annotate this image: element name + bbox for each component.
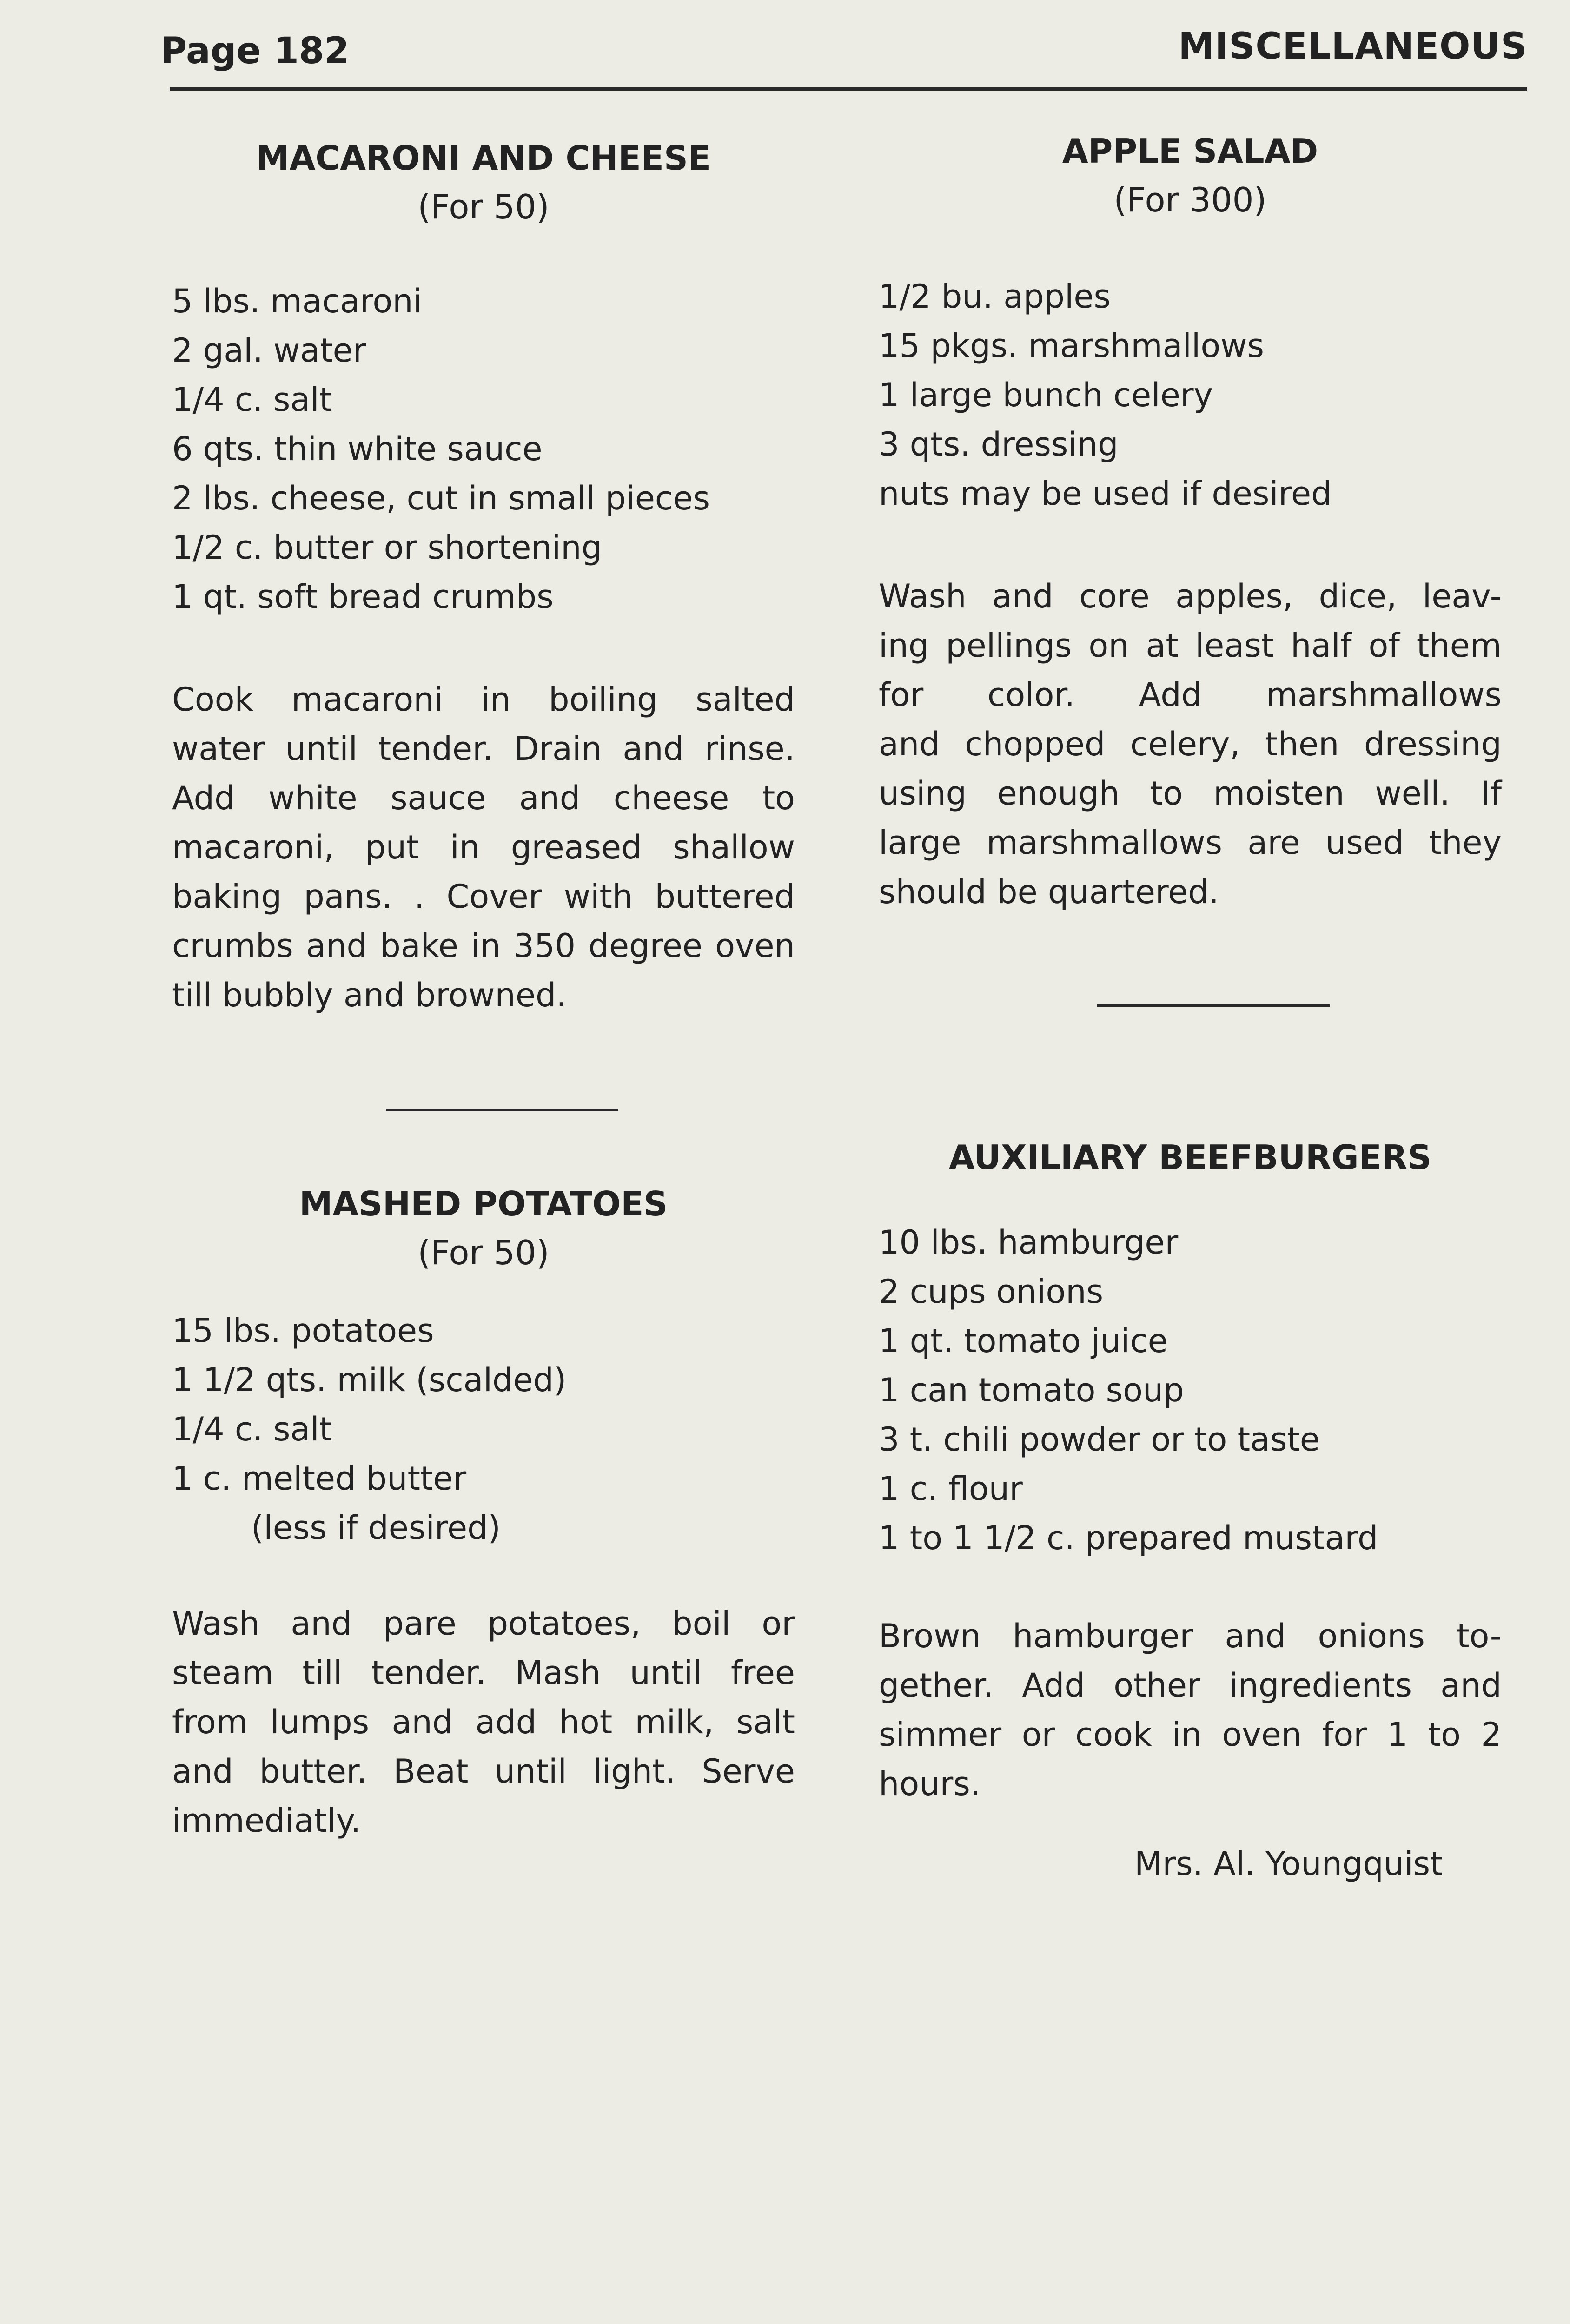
method-line: simmer or cook in oven for 1 to 2: [879, 1716, 1502, 1754]
recipe-divider: [1097, 1004, 1330, 1007]
ingredient: 15 lbs. potatoes: [172, 1312, 434, 1350]
method-line: macaroni, put in greased shallow: [172, 828, 795, 866]
ingredient-list: [172, 277, 795, 621]
recipe-title: MACARONI AND CHEESE: [256, 139, 711, 178]
page-number: Page 182: [160, 30, 350, 72]
method-line: baking pans. . Cover with buttered: [172, 878, 795, 916]
ingredient-list: [879, 1218, 1502, 1563]
method-line: immediatly.: [172, 1802, 361, 1840]
recipe-divider: [386, 1109, 618, 1111]
ingredient: 3 t. chili powder or to taste: [879, 1420, 1320, 1459]
ingredient: (less if desired): [251, 1509, 501, 1547]
ingredient: 1/2 bu. apples: [879, 277, 1111, 316]
ingredient-list: [172, 1306, 795, 1552]
recipe-apple-salad: [879, 128, 1502, 917]
method-line: Wash and core apples, dice, leav-: [879, 577, 1502, 615]
recipe-method: [879, 572, 1502, 917]
recipe-title: AUXILIARY BEEFBURGERS: [948, 1138, 1432, 1177]
header-rule: [170, 87, 1527, 91]
ingredient: 1/4 c. salt: [172, 1410, 332, 1448]
recipe-method: [879, 1611, 1502, 1809]
ingredient: 2 cups onions: [879, 1273, 1104, 1311]
method-line: ing pellings on at least half of them: [879, 627, 1502, 665]
ingredient: 1/4 c. salt: [172, 381, 332, 419]
recipe-auxiliary-beefburgers: [879, 1134, 1502, 1809]
method-line: Brown hamburger and onions to-: [879, 1617, 1502, 1655]
method-line: from lumps and add hot milk, salt: [172, 1703, 795, 1741]
method-line: using enough to moisten well. If: [879, 774, 1502, 812]
method-line: large marshmallows are used they: [879, 824, 1502, 862]
recipe-author: Mrs. Al. Youngquist: [1134, 1845, 1443, 1883]
ingredient: 1 1/2 qts. milk (scalded): [172, 1361, 567, 1399]
method-line: Cook macaroni in boiling salted: [172, 680, 795, 719]
recipe-mashed-potatoes: [172, 1181, 795, 1845]
ingredient: 10 lbs. hamburger: [879, 1223, 1179, 1261]
method-line: gether. Add other ingredients and: [879, 1666, 1502, 1704]
ingredient: 1/2 c. butter or shortening: [172, 528, 603, 567]
method-line: Wash and pare potatoes, boil or: [172, 1604, 795, 1643]
recipe-method: [172, 1599, 795, 1845]
ingredient: 1 can tomato soup: [879, 1371, 1184, 1409]
recipe-title: APPLE SALAD: [1062, 132, 1318, 171]
ingredient-list: [879, 272, 1502, 518]
method-line: hours.: [879, 1765, 981, 1803]
ingredient: 1 c. melted butter: [172, 1459, 467, 1498]
method-line: for color. Add marshmallows: [879, 676, 1502, 714]
section-title: MISCELLANEOUS: [1178, 26, 1527, 67]
method-line: should be quartered.: [879, 873, 1219, 911]
method-line: steam till tender. Mash until free: [172, 1654, 795, 1692]
method-line: Add white sauce and cheese to: [172, 779, 795, 817]
ingredient: 1 qt. soft bread crumbs: [172, 578, 554, 616]
ingredient: 2 lbs. cheese, cut in small pieces: [172, 479, 710, 517]
recipe-macaroni-and-cheese: [172, 135, 795, 1020]
ingredient: 1 c. flour: [879, 1470, 1023, 1508]
recipe-serves: (For 300): [1113, 180, 1267, 219]
method-line: and butter. Beat until light. Serve: [172, 1752, 795, 1790]
ingredient: 5 lbs. macaroni: [172, 282, 422, 320]
ingredient: 6 qts. thin white sauce: [172, 430, 543, 468]
ingredient: 2 gal. water: [172, 331, 366, 370]
recipe-serves: (For 50): [417, 187, 550, 226]
method-line: crumbs and bake in 350 degree oven: [172, 927, 795, 965]
method-line: till bubbly and browned.: [172, 976, 567, 1014]
ingredient: 15 pkgs. marshmallows: [879, 327, 1264, 365]
running-head: [160, 26, 1527, 95]
recipe-title: MASHED POTATOES: [299, 1184, 668, 1223]
method-line: water until tender. Drain and rinse.: [172, 730, 795, 768]
ingredient: 1 qt. tomato juice: [879, 1322, 1168, 1360]
ingredient: 1 large bunch celery: [879, 376, 1213, 414]
recipe-serves: (For 50): [417, 1233, 550, 1272]
ingredient: nuts may be used if desired: [879, 475, 1332, 513]
method-line: and chopped celery, then dressing: [879, 725, 1502, 763]
ingredient: 3 qts. dressing: [879, 425, 1119, 463]
ingredient: 1 to 1 1/2 c. prepared mustard: [879, 1519, 1378, 1557]
recipe-method: [172, 675, 795, 1020]
